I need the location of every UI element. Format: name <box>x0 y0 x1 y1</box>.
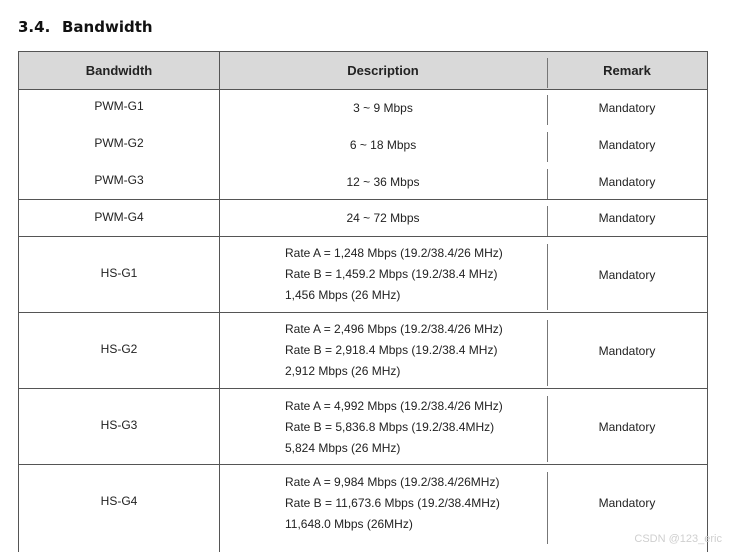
description-line: 5,824 Mbps (26 MHz) <box>285 441 401 455</box>
bandwidth-cell: PWM-G3 <box>94 173 144 187</box>
header-bandwidth: Bandwidth <box>85 63 153 78</box>
row-divider <box>19 199 707 200</box>
bandwidth-table <box>18 51 708 552</box>
bandwidth-cell: HS-G4 <box>100 494 138 508</box>
bandwidth-cell: PWM-G4 <box>94 210 144 224</box>
description-line: Rate B = 2,918.4 Mbps (19.2/38.4 MHz) <box>285 343 498 357</box>
table-header <box>19 52 707 90</box>
remark-cell: Mandatory <box>598 268 656 282</box>
description-line: 11,648.0 Mbps (26MHz) <box>285 517 413 531</box>
remark-cell: Mandatory <box>598 138 656 152</box>
header-remark: Remark <box>603 63 651 78</box>
bandwidth-cell: PWM-G2 <box>94 136 144 150</box>
watermark: CSDN @123_eric <box>634 533 722 545</box>
description-line: Rate A = 1,248 Mbps (19.2/38.4/26 MHz) <box>285 246 503 260</box>
remark-cell: Mandatory <box>598 496 656 510</box>
bandwidth-cell: PWM-G1 <box>94 99 144 113</box>
description-cell: 24 ~ 72 Mbps <box>346 211 420 225</box>
remark-cell: Mandatory <box>598 344 656 358</box>
description-cell: 3 ~ 9 Mbps <box>353 101 413 115</box>
description-line: Rate B = 11,673.6 Mbps (19.2/38.4MHz) <box>285 496 500 510</box>
section-heading <box>18 18 153 36</box>
description-cell <box>285 319 503 382</box>
description-line: 1,456 Mbps (26 MHz) <box>285 288 401 302</box>
row-divider <box>19 464 707 465</box>
description-line: Rate A = 2,496 Mbps (19.2/38.4/26 MHz) <box>285 322 503 336</box>
description-line: Rate A = 9,984 Mbps (19.2/38.4/26MHz) <box>285 475 500 489</box>
description-cell <box>285 243 503 306</box>
row-divider <box>19 236 707 237</box>
column-divider <box>219 52 220 552</box>
header-description: Description <box>347 63 419 78</box>
remark-cell: Mandatory <box>598 420 656 434</box>
bandwidth-cell: HS-G2 <box>100 342 138 356</box>
bandwidth-cell: HS-G3 <box>100 418 138 432</box>
remark-cell: Mandatory <box>598 101 656 115</box>
remark-cell: Mandatory <box>598 175 656 189</box>
description-cell: 6 ~ 18 Mbps <box>349 138 417 152</box>
description-line: Rate A = 4,992 Mbps (19.2/38.4/26 MHz) <box>285 399 503 413</box>
description-cell <box>285 472 500 535</box>
remark-cell: Mandatory <box>598 211 656 225</box>
bandwidth-cell: HS-G1 <box>100 266 138 280</box>
description-cell <box>285 396 503 459</box>
description-line: 2,912 Mbps (26 MHz) <box>285 364 401 378</box>
description-line: Rate B = 5,836.8 Mbps (19.2/38.4MHz) <box>285 420 495 434</box>
description-cell: 12 ~ 36 Mbps <box>346 175 420 189</box>
section-number: 3.4. <box>18 18 51 36</box>
description-line: Rate B = 1,459.2 Mbps (19.2/38.4 MHz) <box>285 267 498 281</box>
row-divider <box>19 312 707 313</box>
column-divider <box>547 58 548 88</box>
section-title: Bandwidth <box>62 18 153 36</box>
row-divider <box>19 388 707 389</box>
